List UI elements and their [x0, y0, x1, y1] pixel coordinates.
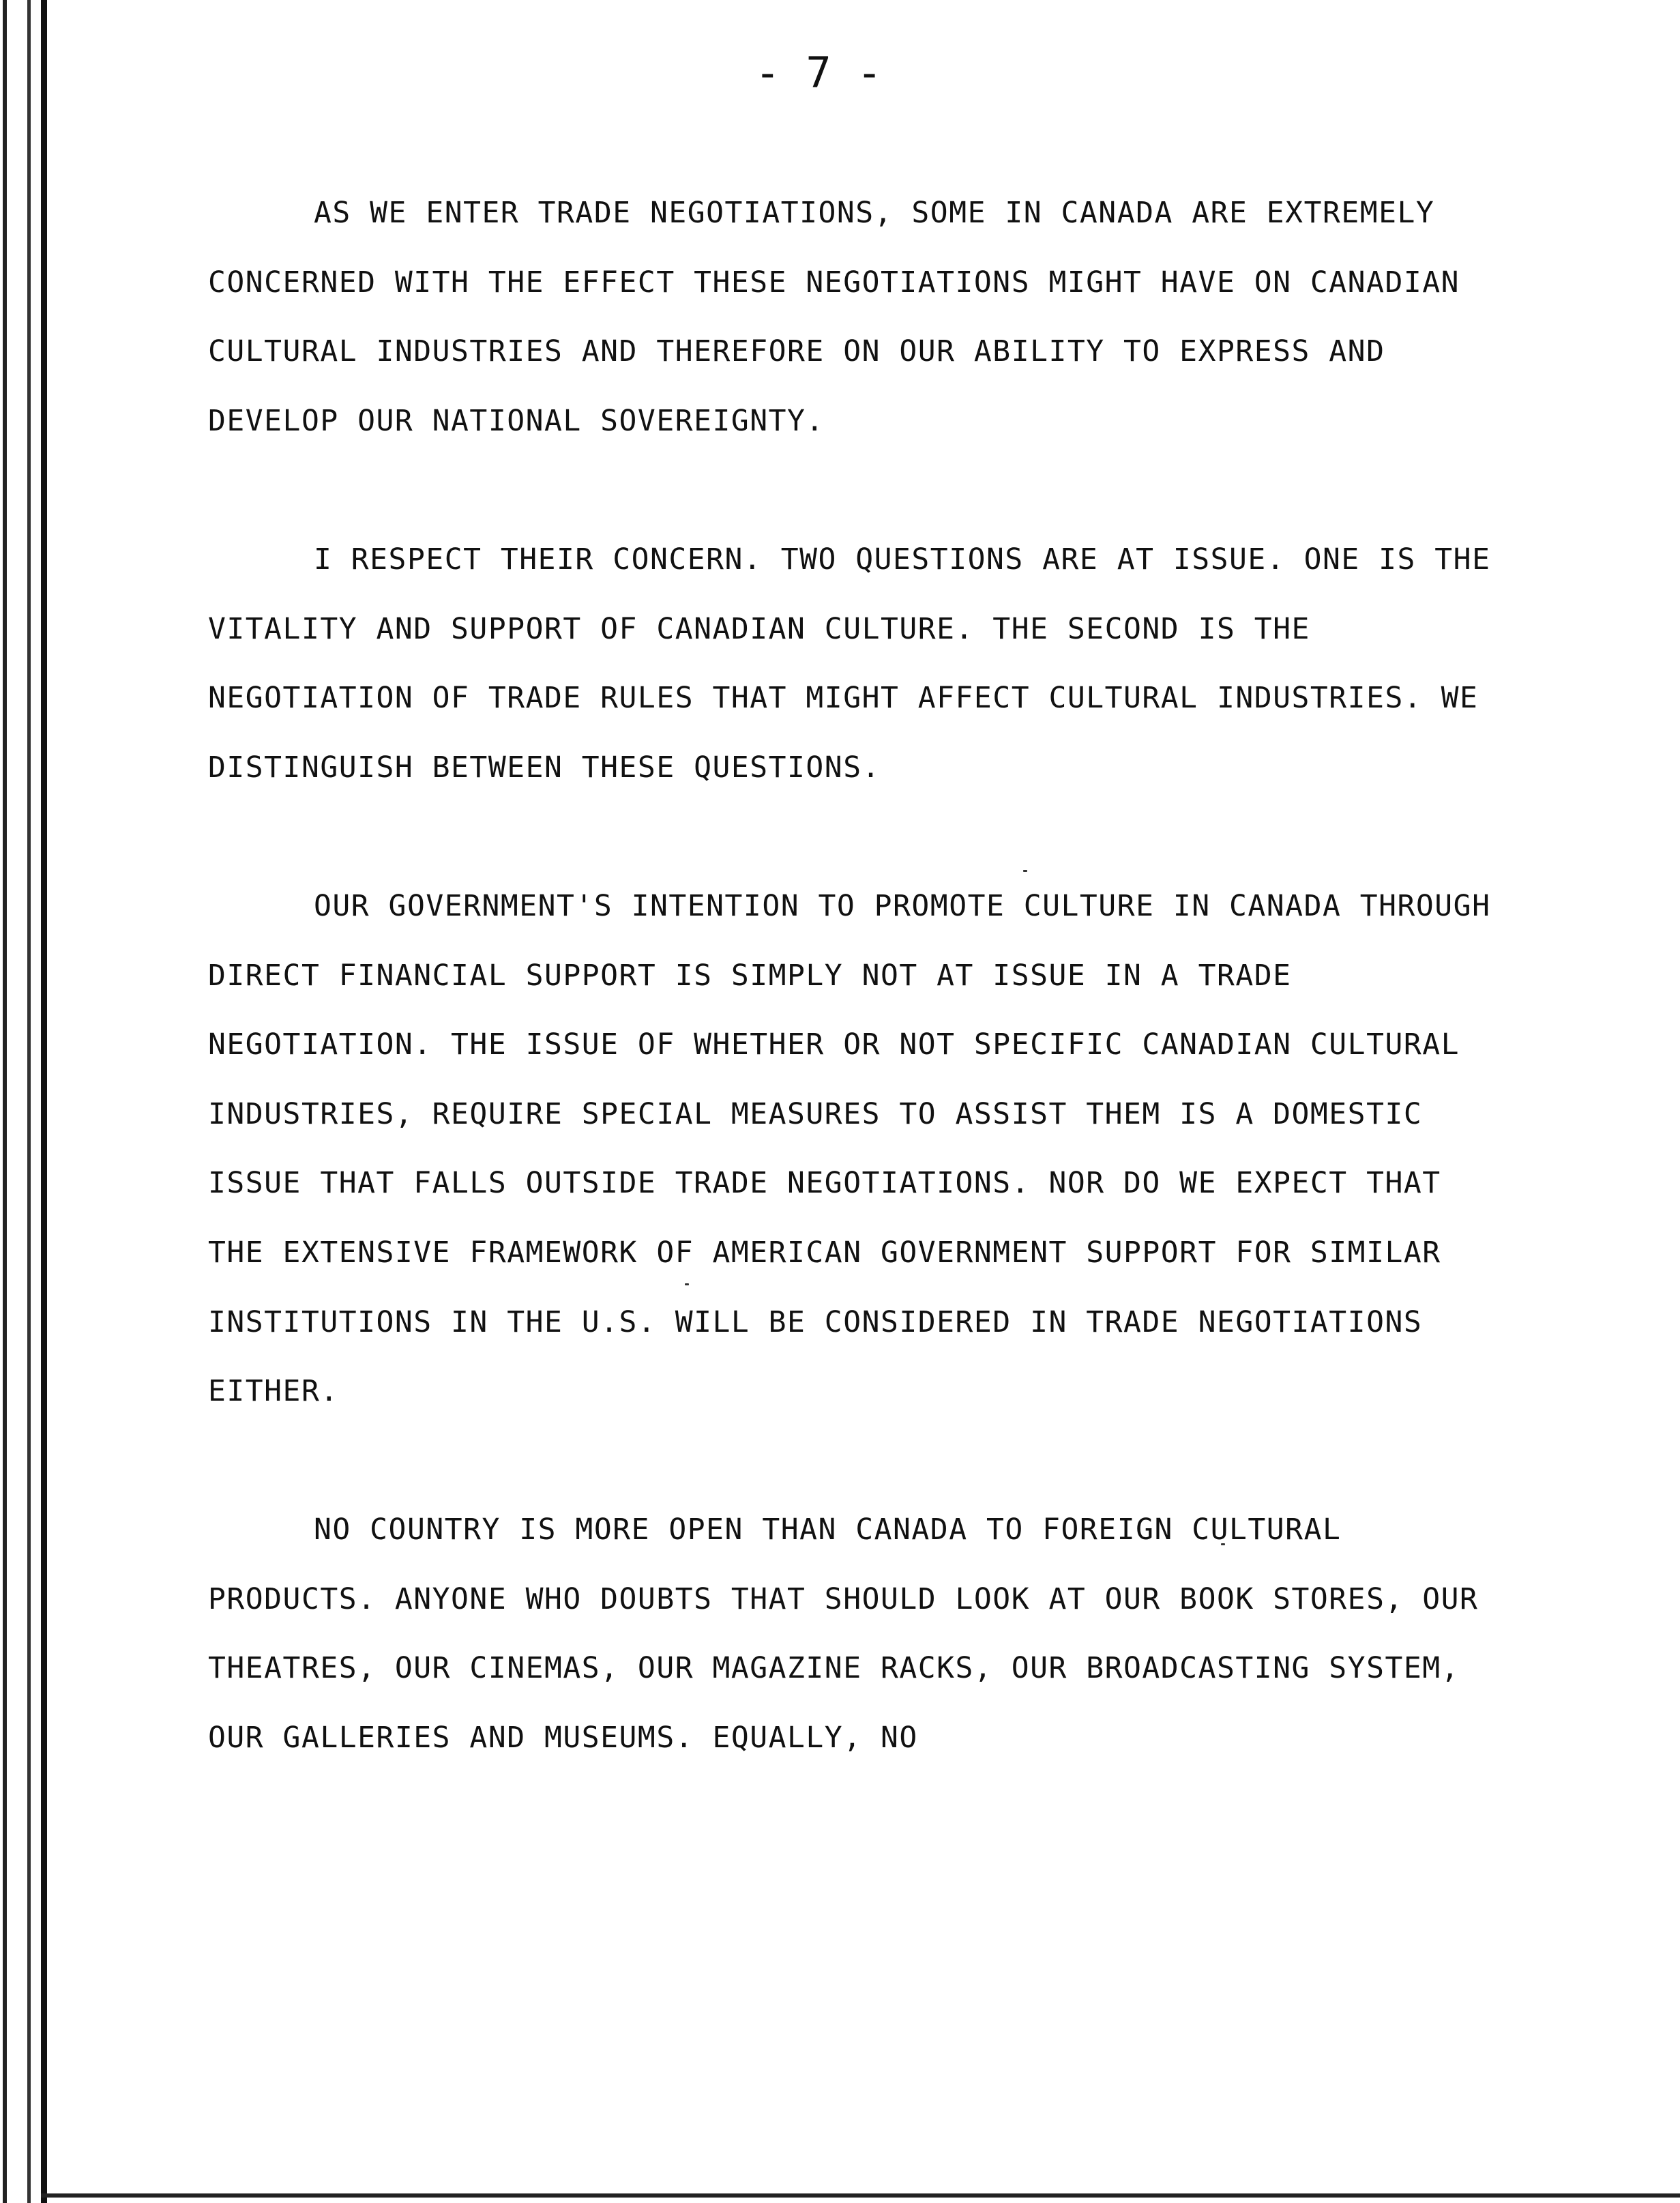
- paragraph: I RESPECT THEIR CONCERN. TWO QUESTIONS ARE AT ISSUE. ONE IS THE VITALITY AND SUPPORT OF CANADIAN CULTURE. THE SECOND IS THE NEGOTIATION OF TRADE RULES THAT MIGHT AFFECT CULTURAL INDUSTRIES. WE DISTINGUISH BETWEEN THESE QUESTIONS.: [208, 542, 1491, 785]
- scan-edge-line: [41, 0, 47, 2203]
- paragraph: AS WE ENTER TRADE NEGOTIATIONS, SOME IN CANADA ARE EXTREMELY CONCERNED WITH THE EFFECT THESE NEGOTIATIONS MIGHT HAVE ON CANADIAN CULTURAL INDUSTRIES AND THEREFORE ON OUR ABILITY TO EXPRESS AND DEVELOP OUR NATIONAL SOVEREIGNTY.: [208, 196, 1460, 438]
- body-text: [208, 179, 1504, 1842]
- paragraph: NO COUNTRY IS MORE OPEN THAN CANADA TO FOREIGN CULTURAL PRODUCTS. ANYONE WHO DOUBTS THAT SHOULD LOOK AT OUR BOOK STORES, OUR THEATRES, OUR CINEMAS, OUR MAGAZINE RACKS, OUR BROADCASTING SYSTEM, OUR GALLERIES AND MUSEUMS. EQUALLY, NO: [208, 1513, 1479, 1755]
- scan-edge-line: [27, 0, 31, 2203]
- page-number: - 7 -: [754, 48, 883, 98]
- scan-edge-line: [3, 0, 7, 2203]
- scan-edge-line: [41, 2193, 1680, 2198]
- paragraph: OUR GOVERNMENT'S INTENTION TO PROMOTE CULTURE IN CANADA THROUGH DIRECT FINANCIAL SUPPORT IS SIMPLY NOT AT ISSUE IN A TRADE NEGOTIATION. THE ISSUE OF WHETHER OR NOT SPECIFIC CANADIAN CULTURAL INDUSTRIES, REQUIRE SPECIAL MEASURES TO ASSIST THEM IS A DOMESTIC ISSUE THAT FALLS OUTSIDE TRADE NEGOTIATIONS. NOR DO WE EXPECT THAT THE EXTENSIVE FRAMEWORK OF AMERICAN GOVERNMENT SUPPORT FOR SIMILAR INSTITUTIONS IN THE U.S. WILL BE CONSIDERED IN TRADE NEGOTIATIONS EITHER.: [208, 888, 1491, 1409]
